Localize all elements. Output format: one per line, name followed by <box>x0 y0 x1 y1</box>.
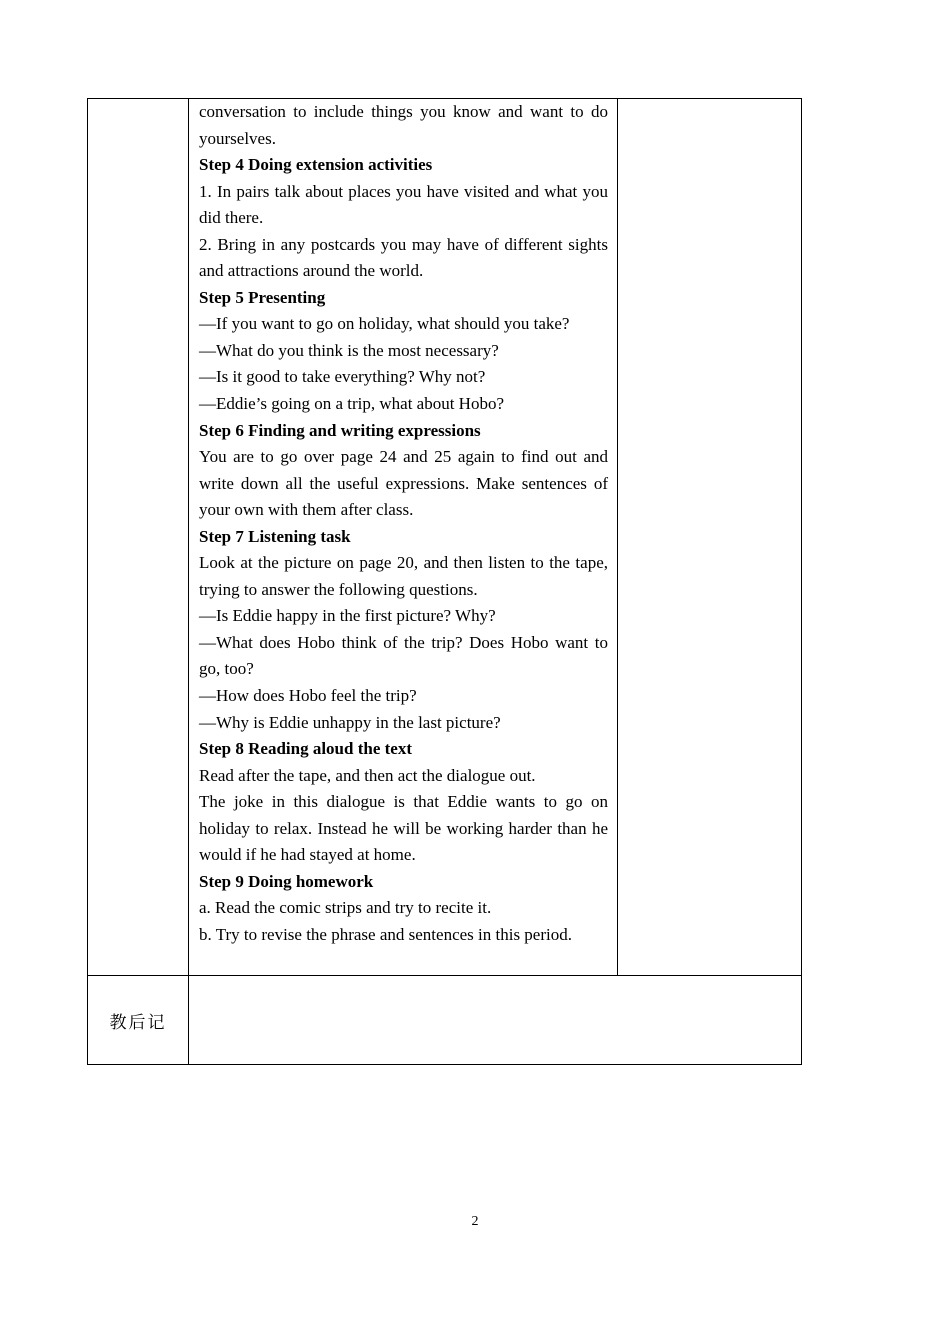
step-paragraph: —Why is Eddie unhappy in the last picture? <box>199 712 501 732</box>
step-heading: Step 8 Reading aloud the text <box>199 739 412 759</box>
step-paragraph: Read after the tape, and then act the dialogue out. <box>199 765 536 785</box>
step-paragraph: a. Read the comic strips and try to recite it. <box>199 898 492 918</box>
step-paragraph: —If you want to go on holiday, what should you take? <box>199 314 570 334</box>
step-heading: Step 4 Doing extension activities <box>199 155 433 175</box>
step-heading: Step 5 Presenting <box>199 287 326 307</box>
step-paragraph: 1. In pairs talk about places you have visited and what you did there. <box>199 181 608 228</box>
step-heading: Step 9 Doing homework <box>199 871 374 891</box>
lesson-steps <box>189 99 617 967</box>
left-empty-cell <box>88 99 189 976</box>
step-paragraph: —What does Hobo think of the trip? Does Hobo want to go, too? <box>199 632 608 679</box>
step-paragraph: conversation to include things you know and want to do yourselves. <box>199 102 608 148</box>
step-heading: Step 6 Finding and writing expressions <box>199 420 481 440</box>
lesson-content-cell <box>189 99 618 976</box>
step-paragraph: —What do you think is the most necessary? <box>199 340 499 360</box>
step-paragraph: Look at the picture on page 20, and then listen to the tape, trying to answer the following questions. <box>199 553 608 599</box>
lesson-steps-row <box>88 99 802 976</box>
step-paragraph: You are to go over page 24 and 25 again to find out and write down all the useful expressions. Make sentences of your own with them after class. <box>199 447 608 520</box>
reflection-content <box>189 976 802 1065</box>
reflection-label: 教后记 <box>88 976 189 1065</box>
step-paragraph: The joke in this dialogue is that Eddie wants to go on holiday to relax. Instead he will be working harder than he would if he had stayed at home. <box>199 792 608 865</box>
step-paragraph: —How does Hobo feel the trip? <box>199 686 417 706</box>
lesson-plan-table <box>87 98 802 1065</box>
page-number: 2 <box>471 1214 479 1229</box>
right-notes-cell <box>618 99 802 976</box>
step-paragraph: b. Try to revise the phrase and sentences in this period. <box>199 924 572 944</box>
step-paragraph: —Is Eddie happy in the first picture? Why? <box>199 606 496 626</box>
reflection-row <box>88 976 802 1065</box>
step-paragraph: —Is it good to take everything? Why not? <box>199 367 486 387</box>
step-heading: Step 7 Listening task <box>199 526 351 546</box>
step-paragraph: 2. Bring in any postcards you may have of different sights and attractions around the world. <box>199 234 608 281</box>
step-paragraph: —Eddie’s going on a trip, what about Hobo? <box>199 394 505 414</box>
